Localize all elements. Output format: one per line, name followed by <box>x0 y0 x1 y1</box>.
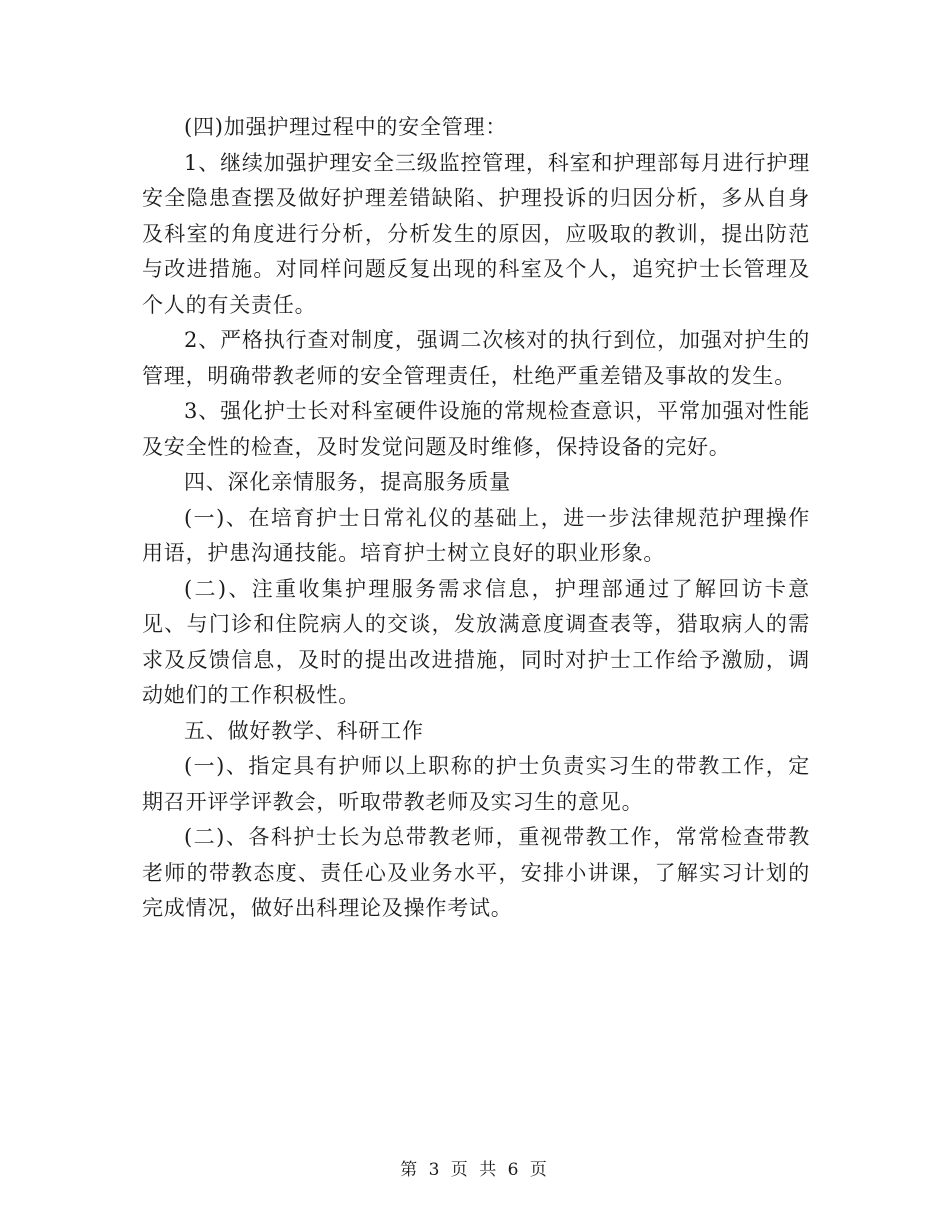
paragraph-teaching-1: (一)、指定具有护师以上职称的护士负责实习生的带教工作，定期召开评学评教会，听取带教老师及实习生的意见。 <box>142 754 810 814</box>
section-heading-teaching: 五、做好教学、科研工作 <box>184 718 424 743</box>
page-number-footer: 第 3 页 共 6 页 <box>400 1160 550 1180</box>
paragraph-service-2: (二)、注重收集护理服务需求信息，护理部通过了解回访卡意见、与门诊和住院病人的交谈，发放满意度调查表等，猎取病人的需求及反馈信息，及时的提出改进措施，同时对护士工作给予激励，调动她们的工作积极性。 <box>142 576 810 707</box>
paragraph-service-1: (一)、在培育护士日常礼仪的基础上，进一步法律规范护理操作用语，护患沟通技能。培育护士树立良好的职业形象。 <box>142 505 810 565</box>
section-heading-safety: (四)加强护理过程中的安全管理： <box>184 115 508 139</box>
section-heading-service: 四、深化亲情服务，提高服务质量 <box>184 470 511 494</box>
paragraph-item-1: 1、继续加强护理安全三级监控管理，科室和护理部每月进行护理安全隐患查摆及做好护理差错缺陷、护理投诉的归因分析，多从自身及科室的角度进行分析，分析发生的原因，应吸取的教训，提出防范与改进措施。对同样问题反复出现的科室及个人，追究护士长管理及个人的有关责任。 <box>142 150 810 317</box>
paragraph-teaching-2: (二)、各科护士长为总带教老师，重视带教工作，常常检查带教老师的带教态度、责任心及业务水平，安排小讲课，了解实习计划的完成情况，做好出科理论及操作考试。 <box>142 825 810 920</box>
paragraph-item-3: 3、强化护士长对科室硬件设施的常规检查意识，平常加强对性能及安全性的检查，及时发觉问题及时维修，保持设备的完好。 <box>142 399 810 459</box>
document-body <box>142 110 810 927</box>
paragraph-item-2: 2、严格执行查对制度，强调二次核对的执行到位，加强对护生的管理，明确带教老师的安全管理责任，杜绝严重差错及事故的发生。 <box>142 328 810 388</box>
